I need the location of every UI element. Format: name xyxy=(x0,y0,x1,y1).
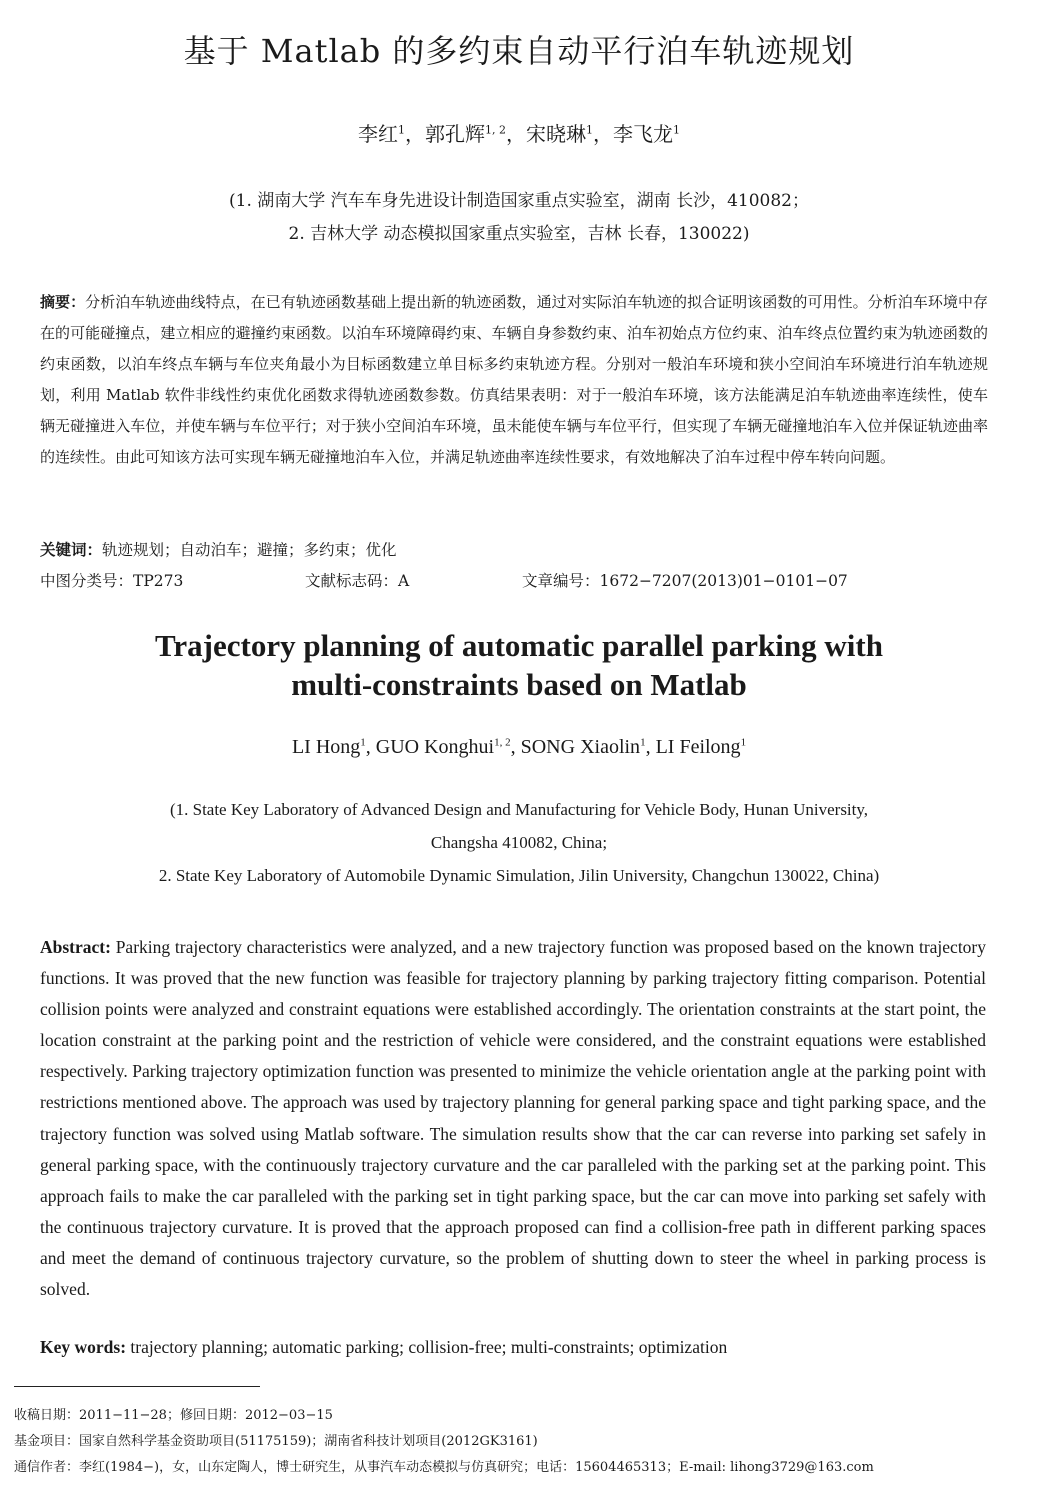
cn-classification-number: 中图分类号：TP273 xyxy=(40,572,184,590)
cn-author: 李飞龙$^1$ xyxy=(613,122,680,146)
en-author: LI Feilong$^1$ xyxy=(655,736,747,758)
cn-keywords xyxy=(40,538,397,560)
cn-author: 宋晓琳$^1$， xyxy=(526,122,613,146)
footnote-received-date: 收稿日期：2011−11−28；修回日期：2012−03−15 xyxy=(14,1408,333,1423)
en-abstract-text: Parking trajectory characteristics were analyzed, and a new trajectory function was proposed based on the known trajectory functions. It was proved that the new function was feasible for trajectory planning by parking trajectory fitting comparison. Potential collision points were analyzed and constraint equations were established accordingly. The orientation constraints at the start point, the location constraint at the parking point and the restriction of vehicle were considered, and the constraint equations were established respectively. Parking trajectory optimization function was presented to minimize the vehicle orientation angle at the parking point with restrictions mentioned above. The approach was used by trajectory planning for general parking space and tight parking space, and the trajectory function was solved using Matlab software. The simulation results show that the car can reverse into parking set safely in general parking space, with the continuously trajectory curvature and the car paralleled with the parking set at the parking point. This approach fails to make the car paralleled with the parking set in tight parking space, but the car can move into parking set safely with the continuous trajectory curvature. It is proved that the approach proposed can find a collision-free path in different parking spaces and meet the demand of continuous trajectory curvature, so the problem of shutting down to steer the wheel in parking process is solved. xyxy=(40,937,987,1300)
cn-article-number: 文章编号：1672−7207(2013)01−0101−07 xyxy=(522,572,848,590)
en-title xyxy=(0,626,1038,704)
cn-document-code: 文献标志码：A xyxy=(305,572,410,590)
cn-author-list xyxy=(0,118,1038,147)
en-abstract xyxy=(40,932,986,1305)
en-title-line-1: Trajectory planning of automatic parallel parking with xyxy=(155,628,883,663)
cn-affiliation-1: (1. 湖南大学 汽车车身先进设计制造国家重点实验室，湖南 长沙，410082； xyxy=(229,191,809,211)
en-keywords xyxy=(40,1337,727,1358)
cn-abstract xyxy=(40,287,988,473)
cn-abstract-text: 分析泊车轨迹曲线特点，在已有轨迹函数基础上提出新的轨迹函数，通过对实际泊车轨迹的拟合证明该函数的可用性。分析泊车环境中存在的可能碰撞点，建立相应的避撞约束函数。以泊车环境障碍约束、车辆自身参数约束、泊车初始点方位约束、泊车终点位置约束为轨迹函数的约束函数，以泊车终点车辆与车位夹角最小为目标函数建立单目标多约束轨迹方程。分别对一般泊车环境和狭小空间泊车环境进行泊车轨迹规划，利用 Matlab 软件非线性约束优化函数求得轨迹函数参数。仿真结果表明：对于一般泊车环境，该方法能满足泊车轨迹曲率连续性，使车辆无碰撞进入车位，并使车辆与车位平行；对于狭小空间泊车环境，虽未能使车辆与车位平行，但实现了车辆无碰撞地泊车入位并保证轨迹曲率的连续性。由此可知该方法可实现车辆无碰撞地泊车入位，并满足轨迹曲率连续性要求，有效地解决了泊车过程中停车转向问题。 xyxy=(40,293,988,466)
en-author: SONG Xiaolin$^1$, xyxy=(520,736,656,758)
footnote-divider xyxy=(14,1386,260,1387)
cn-abstract-label: 摘要： xyxy=(40,293,86,311)
en-author-list xyxy=(0,736,1038,759)
en-author: LI Hong$^1$, xyxy=(291,736,376,758)
en-keywords-label: Key words: xyxy=(40,1337,127,1357)
en-affiliation-2: 2. State Key Laboratory of Automobile Dynamic Simulation, Jilin University, Changchun 130022, China) xyxy=(158,866,880,885)
footnote-funding: 基金项目：国家自然科学基金资助项目(51175159)；湖南省科技计划项目(2012GK3161) xyxy=(14,1434,538,1449)
en-keywords-text: trajectory planning; automatic parking; collision-free; multi-constraints; optimization xyxy=(130,1337,728,1357)
cn-keywords-text: 轨迹规划；自动泊车；避撞；多约束；优化 xyxy=(102,541,397,559)
cn-title: 基于 Matlab 的多约束自动平行泊车轨迹规划 xyxy=(183,32,855,70)
cn-author: 郭孔辉$^{1, 2}$， xyxy=(425,122,526,146)
footnote-corresponding-author: 通信作者：李红(1984−)，女，山东定陶人，博士研究生，从事汽车动态模拟与仿真研究；电话：15604465313；E-mail: lihong3729@163.com xyxy=(14,1460,874,1475)
cn-keywords-label: 关键词： xyxy=(40,540,103,559)
en-affiliation-1a: (1. State Key Laboratory of Advanced Design and Manufacturing for Vehicle Body, Hunan University, xyxy=(169,800,869,819)
cn-author: 李红$^1$， xyxy=(358,122,425,146)
en-abstract-label: Abstract: xyxy=(40,937,111,957)
en-author: GUO Konghui$^{1, 2}$, xyxy=(375,736,521,758)
cn-affiliation-2: 2. 吉林大学 动态模拟国家重点实验室，吉林 长春，130022) xyxy=(288,224,750,244)
en-title-line-2: multi-constraints based on Matlab xyxy=(291,667,747,702)
en-affiliation-1b: Changsha 410082, China; xyxy=(430,833,608,852)
